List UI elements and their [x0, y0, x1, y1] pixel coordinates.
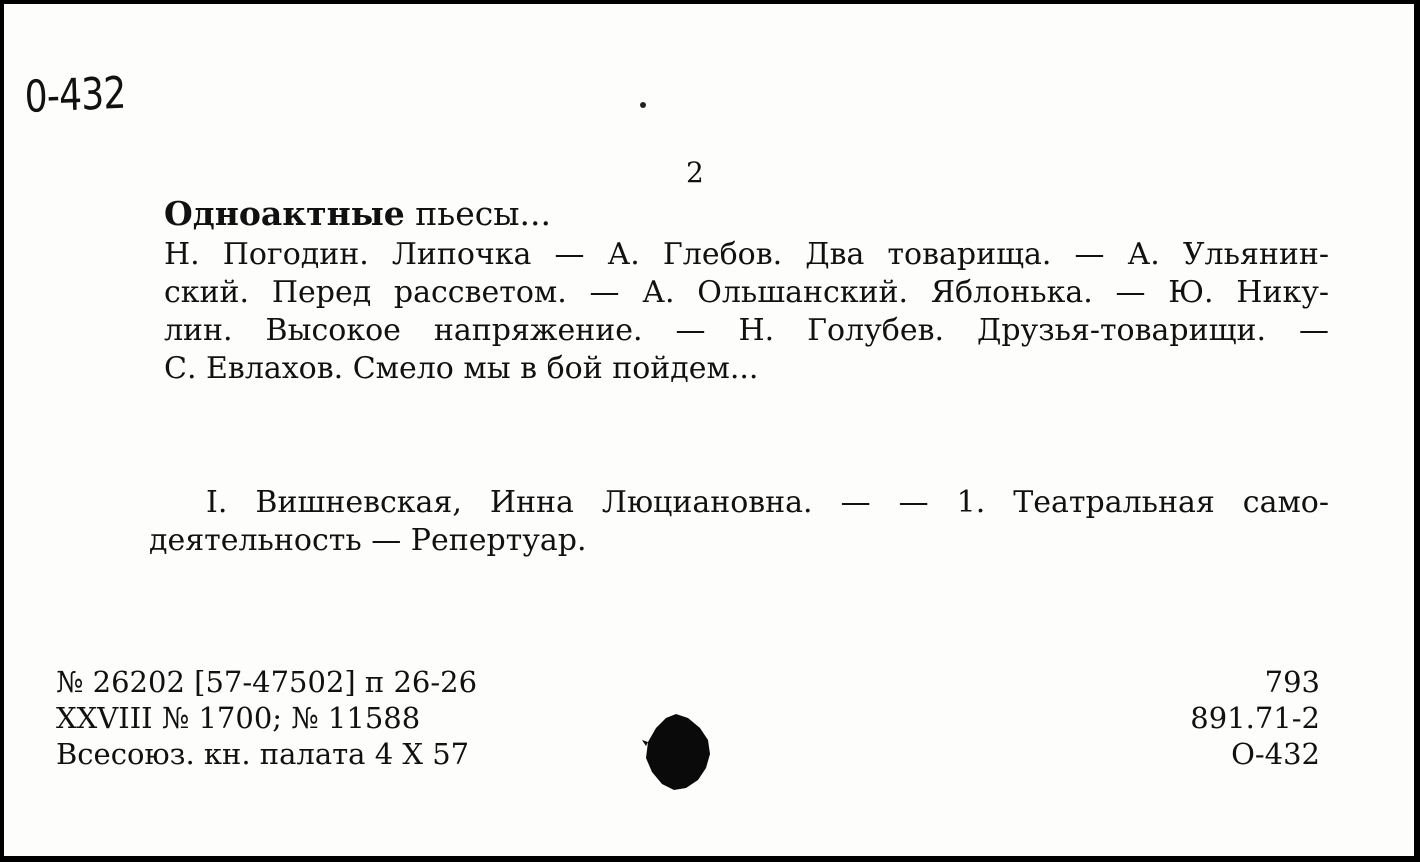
handwritten-call-number: 0-432: [24, 67, 127, 123]
book-title: [164, 194, 551, 233]
subject-line: деятельность — Репертуар.: [149, 523, 587, 558]
classification-line: О-432: [1231, 737, 1320, 771]
registration-line: Всесоюз. кн. палата 4 X 57: [56, 737, 470, 771]
classification-line: 891.71-2: [1190, 701, 1320, 735]
registration-line: № 26202 [57-47502] п 26-26: [56, 665, 478, 699]
classification-line: 793: [1264, 665, 1320, 699]
contents-line: С. Евлахов. Смело мы в бой пойдем...: [164, 351, 759, 386]
card-number: 2: [686, 156, 704, 189]
registration-info: [56, 664, 477, 772]
contents-block: [164, 236, 1329, 388]
registration-line: XXVIII № 1700; № 11588: [56, 701, 421, 735]
subject-line: I. Вишневская, Инна Люциановна. — — 1. Театральная само-: [206, 485, 1329, 520]
contents-line: Н. Погодин. Липочка — А. Глебов. Два товарища. — А. Ульянин-: [164, 237, 1329, 272]
contents-line: ский. Перед рассветом. — А. Ольшанский. Яблонька. — Ю. Нику-: [164, 275, 1329, 310]
contents-line: лин. Высокое напряжение. — Н. Голубев. Друзья-товарищи. —: [164, 313, 1329, 348]
ink-speck: [640, 102, 646, 108]
book-title-rest: пьесы...: [404, 194, 551, 233]
ink-blot-stamp: [640, 710, 714, 792]
subject-tracing: [149, 484, 1329, 560]
book-title-main: Одноактные: [164, 194, 405, 233]
classification-info: [1190, 664, 1320, 772]
